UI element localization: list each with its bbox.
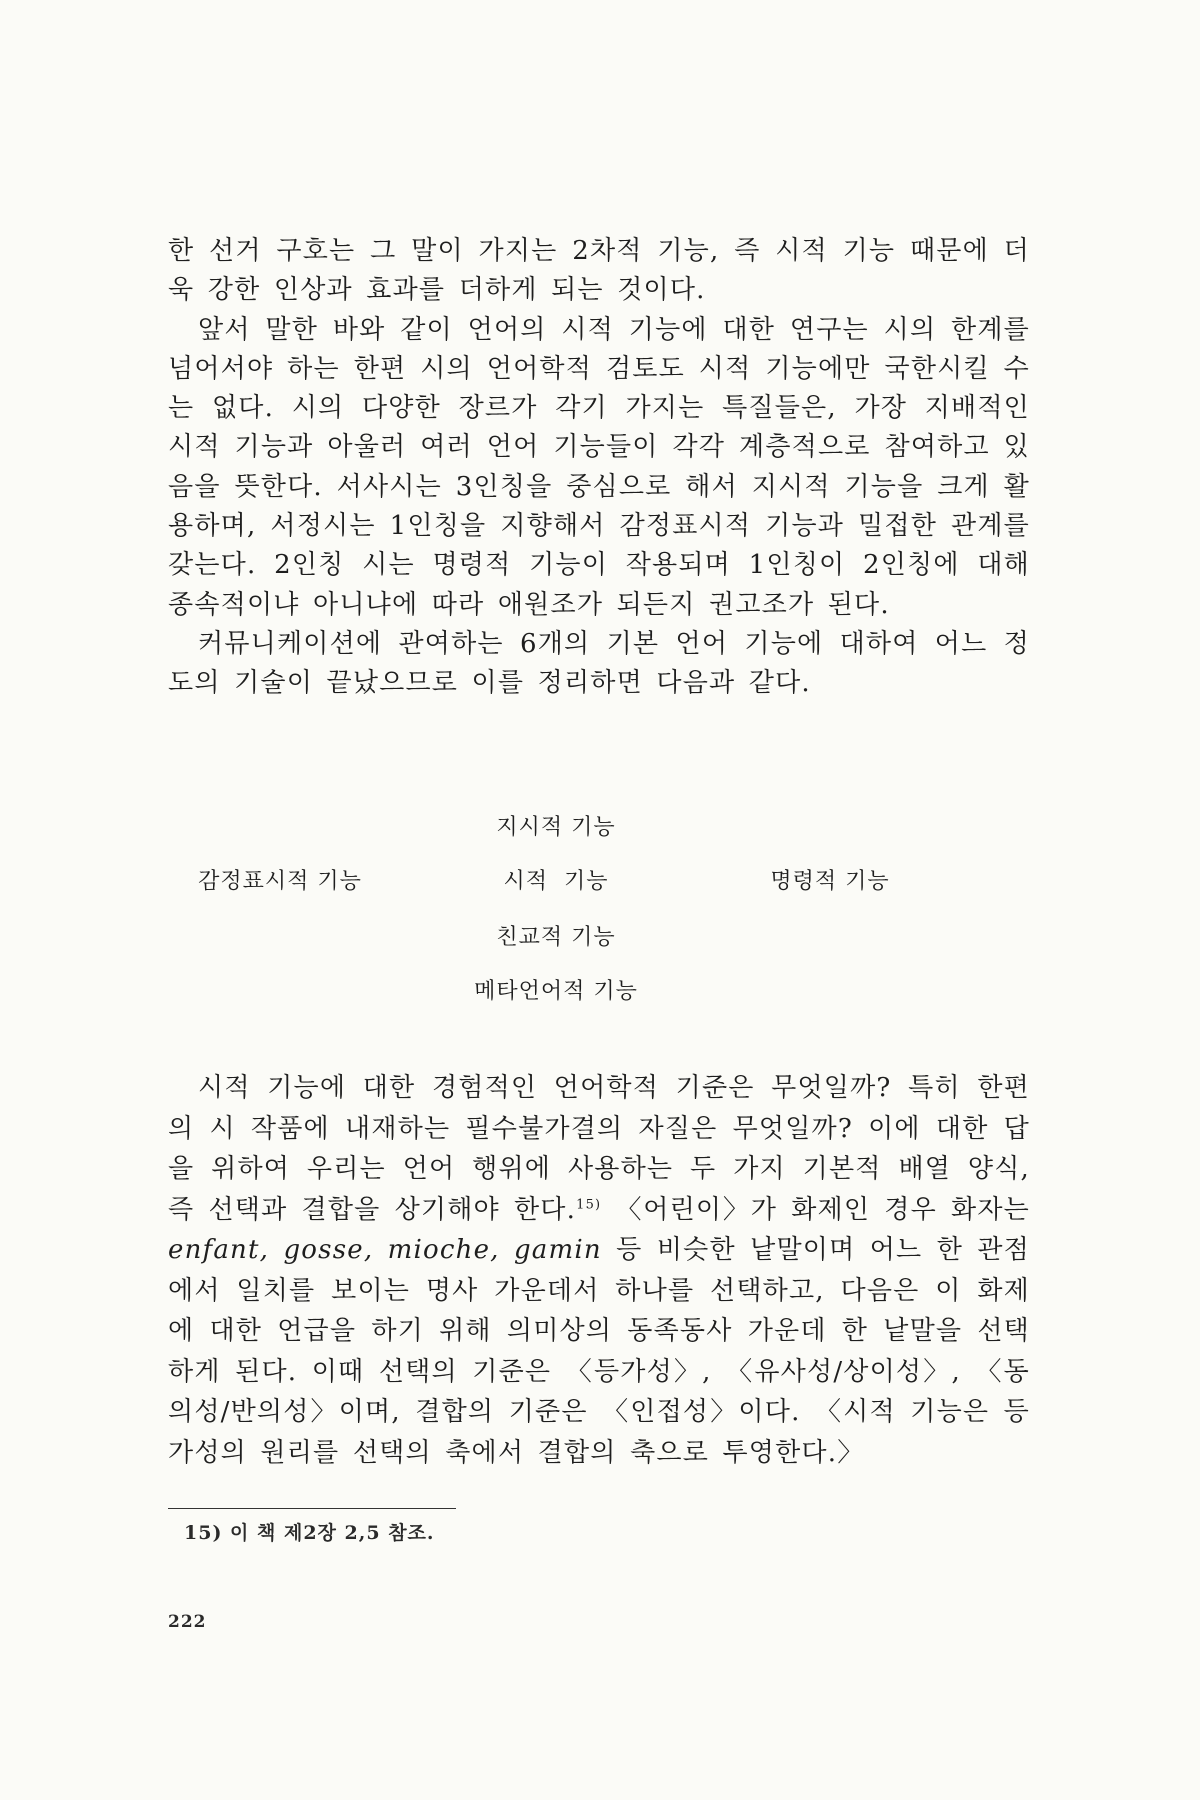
paragraph-genres: 앞서 말한 바와 같이 언어의 시적 기능에 대한 연구는 시의 한계를 넘어서야 하는 한편 시의 언어학적 검토도 시적 기능에만 국한시킬 수는 없다. 시의 다양한 장르가 각기 가지는 특질들은, 가장 지배적인 시적 기능과 아울러 여러 언어 기능들이 각각 계층적으로 참여하고 있음을 뜻한다. 서사시는 3인칭을 중심으로 해서 지시적 기능을 크게 활용하며, 서정시는 1인칭을 지향해서 감정표시적 기능과 밀접한 관계를 갖는다. 2인칭 시는 명령적 기능이 작용되며 1인칭이 2인칭에 대해 종속적이냐 아니냐에 따라 애원조가 되든지 권고조가 된다.: [168, 314, 1030, 620]
diagram-metalingual-function: 메타언어적 기능: [474, 979, 638, 1004]
footnote-reference: 15): [576, 1196, 602, 1212]
diagram-emotive-function: 감정표시적 기능: [198, 869, 362, 894]
body-text-upper: [168, 232, 1030, 704]
french-word-list: enfant, gosse, mioche, gamin: [168, 1235, 602, 1265]
diagram-referential-function: 지시적 기능: [496, 815, 616, 840]
footnote-divider: [168, 1508, 456, 1509]
diagram-conative-function: 명령적 기능: [770, 869, 890, 894]
page-number: 222: [168, 1612, 207, 1632]
diagram-poetic-function: 시적 기능: [503, 869, 609, 894]
paragraph-continued: 한 선거 구호는 그 말이 가지는 2차적 기능, 즉 시적 기능 때문에 더욱 강한 인상과 효과를 더하게 되는 것이다.: [168, 236, 1030, 306]
paragraph-text-b: 〈어린이〉가 화제인 경우 화자는: [601, 1194, 1030, 1225]
paragraph-summary-intro: 커뮤니케이션에 관여하는 6개의 기본 언어 기능에 대하여 어느 정도의 기술이 끝났으므로 이를 정리하면 다음과 같다.: [168, 628, 1030, 699]
diagram-phatic-function: 친교적 기능: [496, 925, 616, 950]
paragraph-poetic-criteria: [168, 1068, 1030, 1473]
footnote-15: 15) 이 책 제2장 2,5 참조.: [184, 1522, 435, 1544]
language-functions-diagram: [168, 810, 1030, 1060]
paragraph-text-a: 시적 기능에 대한 경험적인 언어학적 기준은 무엇일까? 특히 한편의 시 작품에 내재하는 필수불가결의 자질은 무엇일까? 이에 대한 답을 위하여 우리는 언어 행위에 사용하는 두 가지 기본적 배열 양식, 즉 선택과 결합을 상기해야 한다.: [168, 1073, 1030, 1225]
body-text-lower: [168, 1068, 1030, 1473]
paragraph-text-c: 등 비슷한 낱말이며 어느 한 관점에서 일치를 보이는 명사 가운데서 하나를 선택하고, 다음은 이 화제에 대한 언급을 하기 위해 의미상의 동족동사 가운데 한 낱말을 선택하게 된다. 이때 선택의 기준은 〈등가성〉, 〈유사성/상이성〉, 〈동의성/반의성〉이며, 결합의 기준은 〈인접성〉이다. 〈시적 기능은 등가성의 원리를 선택의 축에서 결합의 축으로 투영한다.〉: [168, 1235, 1030, 1468]
